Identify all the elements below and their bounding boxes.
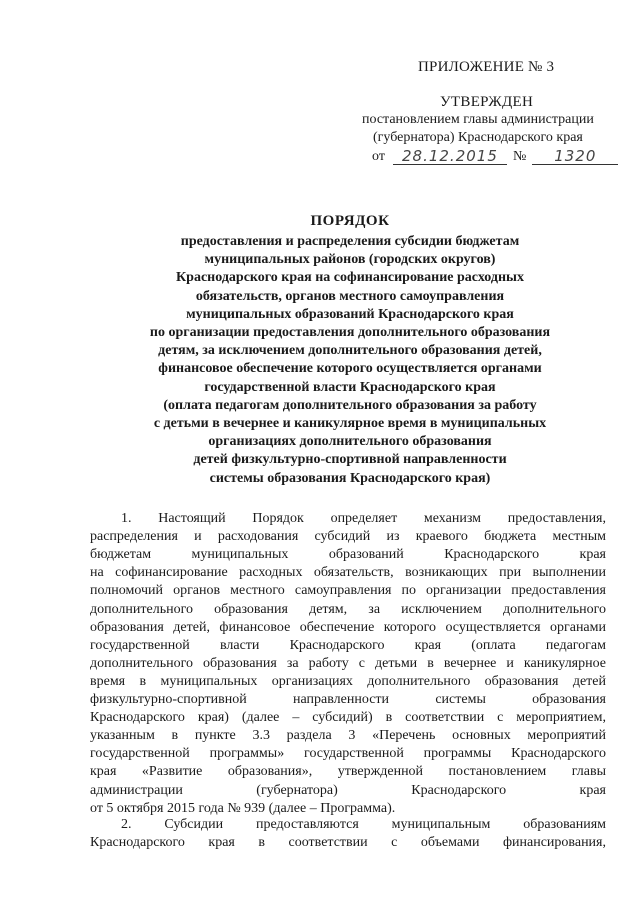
subtitle-line: детям, за исключением дополнительного образования детей, [158, 343, 542, 359]
subtitle-line: муниципальных образований Краснодарского края [186, 306, 514, 322]
paragraph-1-line: время в муниципальных организациях дополнительного образования детей [90, 673, 606, 689]
approved-label: УТВЕРЖДЕН [440, 94, 534, 110]
subtitle-line: организациях дополнительного образования [208, 434, 492, 450]
handwritten-date: 28.12.2015 [393, 148, 507, 165]
subtitle-line: муниципальных районов (городских округов) [204, 252, 496, 268]
paragraph-1-line: от 5 октября 2015 года № 939 (далее – Программа). [90, 800, 396, 816]
subtitle-line: детей физкультурно-спортивной направленности [193, 452, 507, 468]
approval-line: постановлением главы администрации [362, 112, 594, 127]
paragraph-1-line: образования детей, финансовое обеспечение которого осуществляется органами [90, 619, 606, 635]
subtitle-line: предоставления и распределения субсидии бюджетам [180, 234, 520, 249]
paragraph-1-line: на софинансирование расходных обязательств, возникающих при выполнении [90, 565, 606, 581]
paragraph-1-line: бюджетам муниципальных образований Краснодарского края [90, 547, 606, 563]
paragraph-1-line: государственной программы» государственной программы Краснодарского [90, 746, 606, 762]
number-prefix: № [512, 149, 527, 164]
paragraph-1-line: распределения и расходования субсидий из краевого бюджета местным [90, 529, 606, 545]
subtitle-line: по организации предоставления дополнительного образования [149, 325, 551, 341]
paragraph-1-line: дополнительного образования за работу с детьми в вечернее и каникулярное [90, 655, 606, 671]
appendix-label: ПРИЛОЖЕНИЕ № 3 [418, 59, 555, 75]
subtitle-line: системы образования Краснодарского края) [209, 470, 491, 486]
paragraph-2-line: Краснодарского края в соответствии с объемами финансирования, [90, 835, 606, 851]
approval-date-row [372, 148, 618, 165]
paragraph-1-line: края «Развитие образования», утвержденной постановлением главы [90, 764, 606, 780]
subtitle-line: обязательств, органов местного самоуправления [195, 288, 505, 304]
handwritten-number: 1320 [532, 148, 618, 165]
document-title: ПОРЯДОК [310, 213, 390, 229]
document-subtitle [0, 233, 640, 488]
paragraph-1-line: дополнительного образования детям, за исключением дополнительного [90, 601, 606, 617]
paragraph-1-line: полномочий органов местного самоуправления по организации предоставления [90, 583, 606, 599]
paragraph-1-line: физкультурно-спортивной направленности системы образования [90, 692, 606, 707]
paragraph-2-line: 2. Субсидии предоставляются муниципальным образованиям [121, 817, 606, 832]
date-prefix: от [372, 149, 385, 164]
paragraph-1-line: указанным в пункте 3.3 раздела 3 «Перечень основных мероприятий [90, 728, 606, 744]
paragraph-1-line: администрации (губернатора) Краснодарского края [90, 782, 606, 798]
subtitle-line: финансовое обеспечение которого осуществляется органами [158, 361, 542, 377]
paragraph-1-line: государственной власти Краснодарского края (оплата педагогам [90, 637, 606, 653]
paragraph-1-line: Краснодарского края) (далее – субсидий) в соответствии с мероприятием, [90, 710, 606, 726]
subtitle-line: Краснодарского края на софинансирование расходных [176, 270, 524, 286]
approval-line: (губернатора) Краснодарского края [373, 130, 583, 145]
subtitle-line: (оплата педагогам дополнительного образования за работу [163, 397, 537, 413]
subtitle-line: с детьми в вечернее и каникулярное время в муниципальных [153, 416, 547, 432]
subtitle-line: государственной власти Краснодарского края [204, 379, 496, 395]
paragraph-1-line: 1. Настоящий Порядок определяет механизм предоставления, [121, 511, 606, 526]
